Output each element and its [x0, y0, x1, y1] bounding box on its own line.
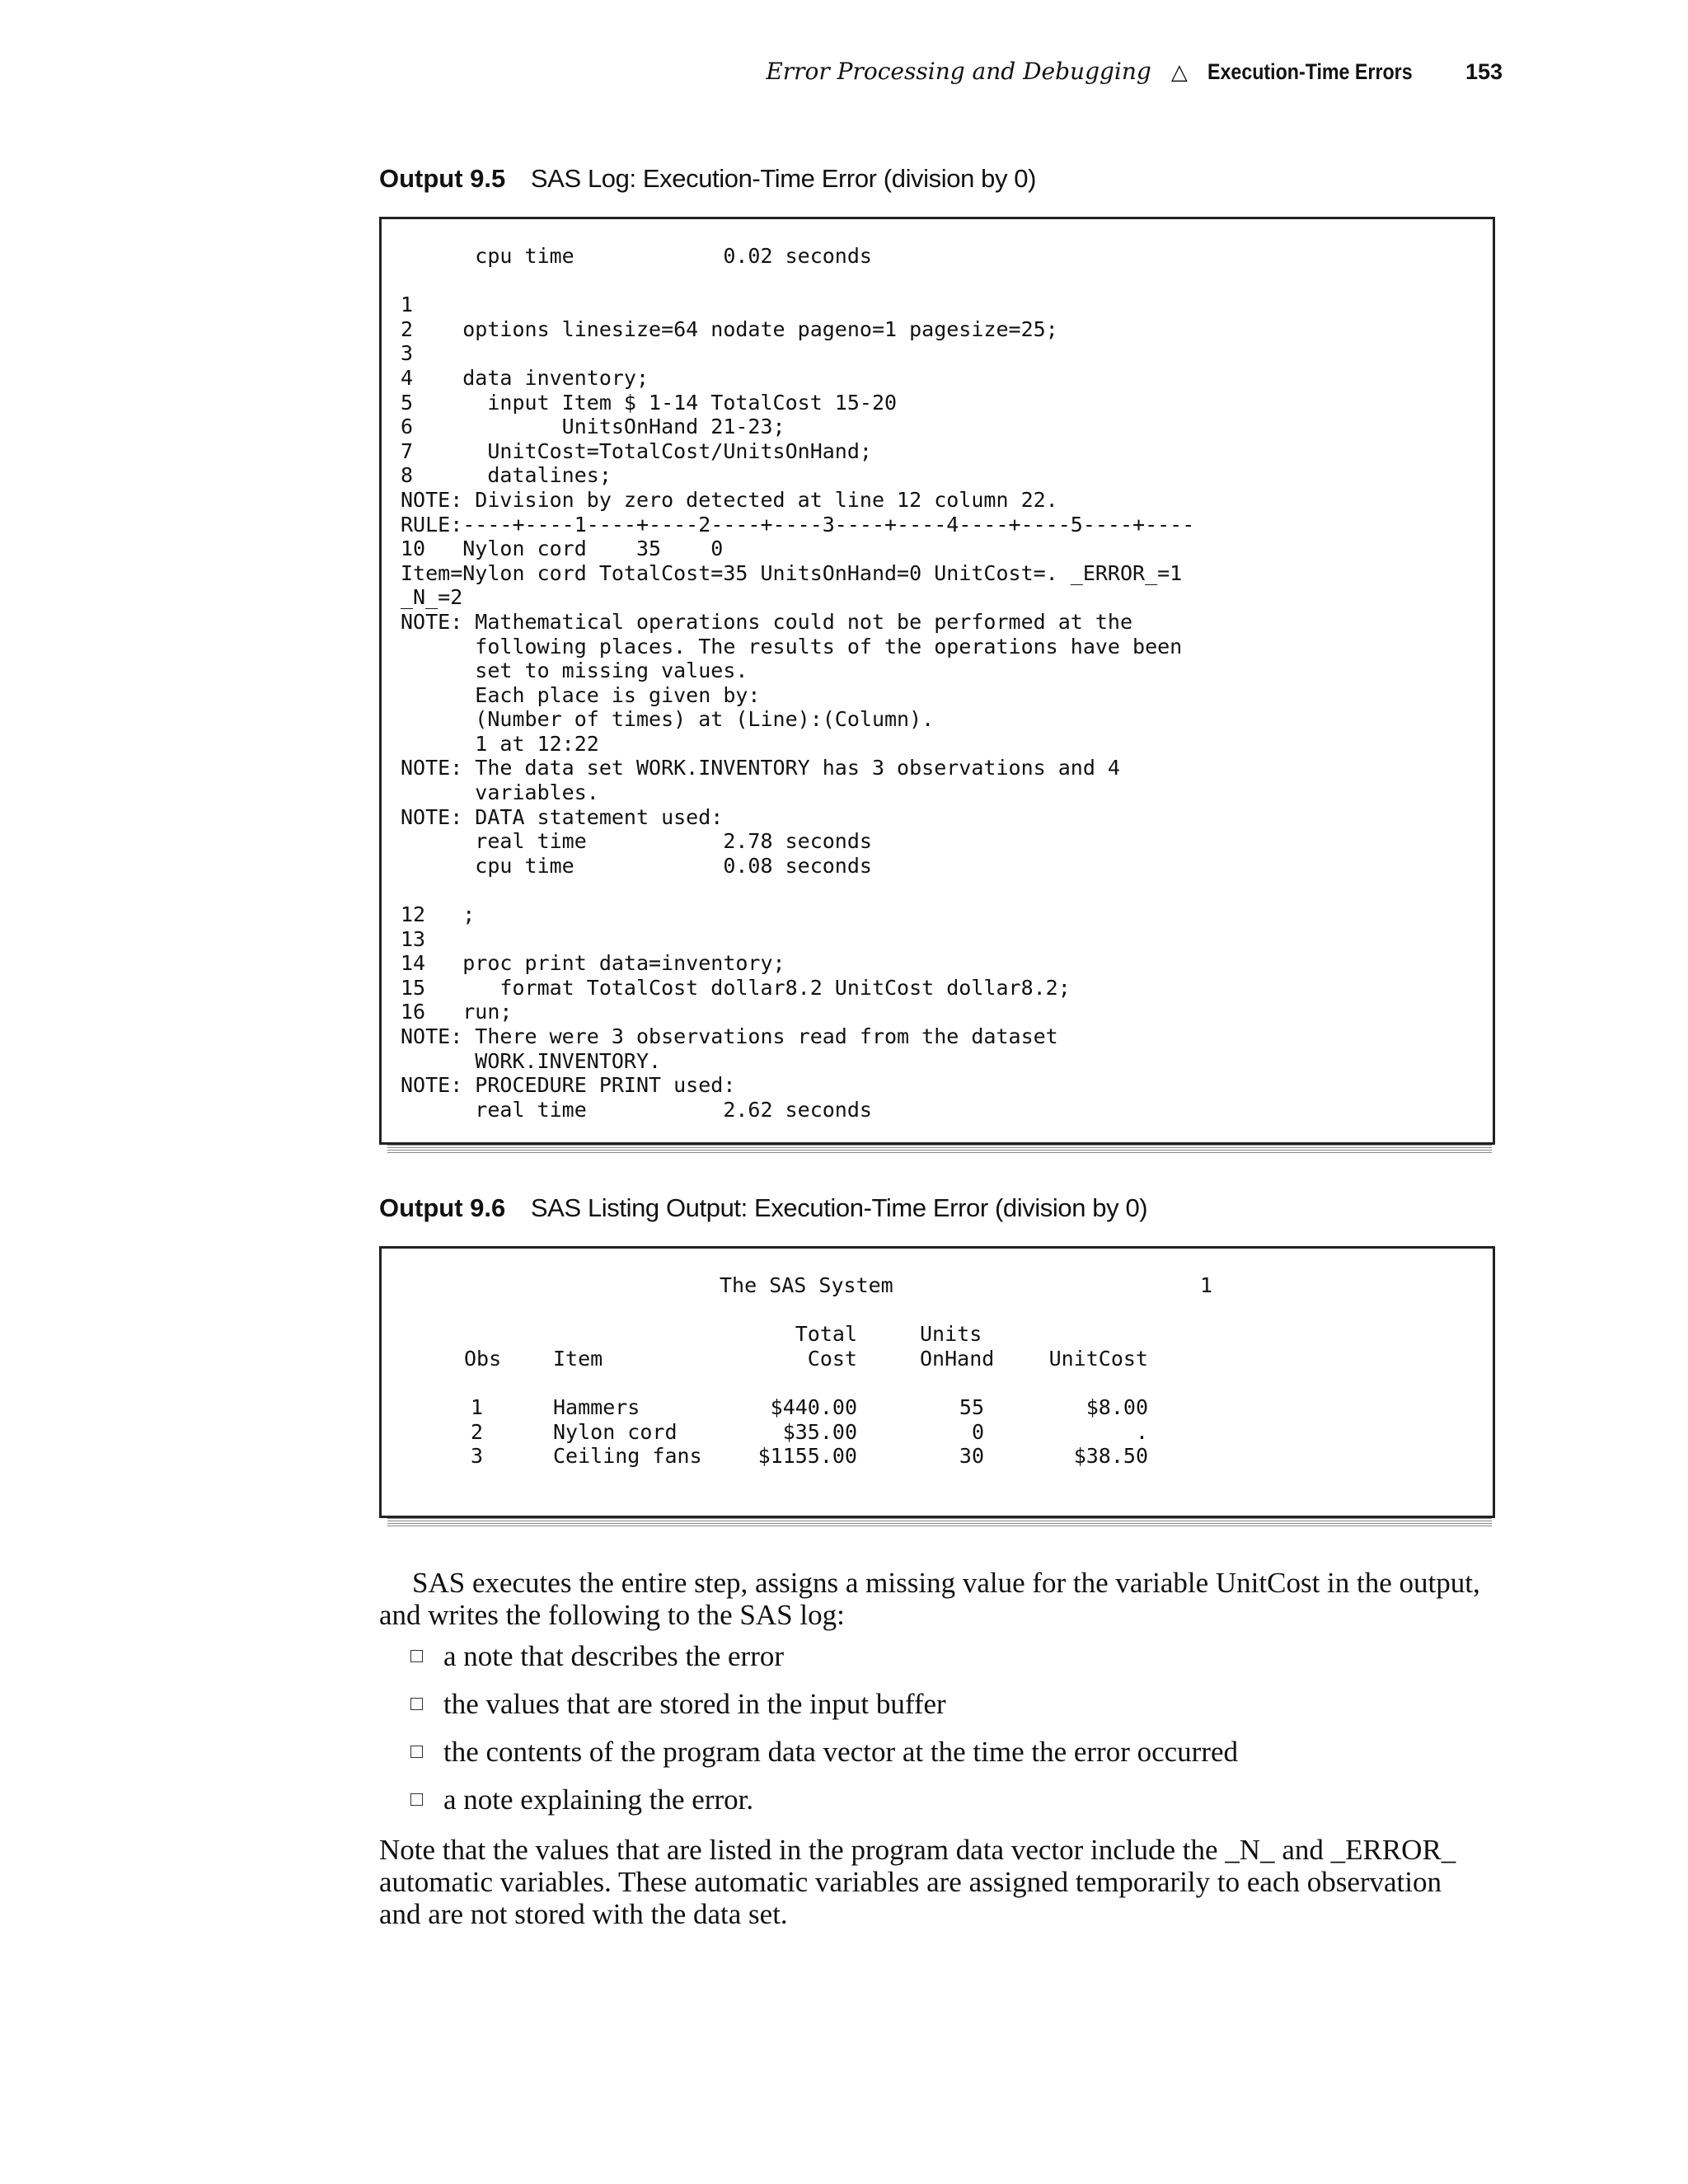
log-line	[401, 269, 1194, 293]
log-line: 1	[401, 293, 414, 317]
listing-header-row-bottom	[401, 1347, 1472, 1371]
sas-listing-box-shadow	[387, 1518, 1492, 1526]
log-line: cpu time 0.02 seconds	[401, 244, 872, 268]
log-line: cpu time 0.08 seconds	[401, 853, 872, 878]
log-line: real time 2.78 seconds	[401, 829, 872, 854]
list-item: a note that describes the error	[379, 1633, 1484, 1680]
checkbox-bullet-icon	[410, 1698, 423, 1710]
page-number: 153	[1465, 59, 1503, 84]
log-line: 2 options linesize=64 nodate pageno=1 pagesize=25;	[401, 316, 1058, 341]
header-unitcost: UnitCost	[1048, 1346, 1148, 1371]
output-9-5-caption	[379, 164, 1036, 194]
log-line: 16 run;	[401, 1000, 513, 1024]
cell-total-cost: $440.00	[770, 1394, 857, 1419]
log-line: 6 UnitsOnHand 21-23;	[401, 415, 785, 439]
checkbox-bullet-icon	[410, 1793, 423, 1806]
listing-title-row	[401, 1273, 1472, 1298]
sas-log-text	[401, 244, 1194, 1122]
output-9-6-title: SAS Listing Output: Execution-Time Error (division by 0)	[530, 1193, 1148, 1222]
list-item: the contents of the program data vector at the time the error occurred	[379, 1728, 1484, 1776]
header-cost: Cost	[807, 1346, 857, 1371]
log-line: NOTE: The data set WORK.INVENTORY has 3 observations and 4	[401, 756, 1120, 780]
log-line: NOTE: DATA statement used:	[401, 804, 724, 829]
intro-paragraph: SAS executes the entire step, assigns a missing value for the variable UnitCost in the output, and writes the following to the SAS log:	[379, 1567, 1480, 1631]
cell-item: Nylon cord	[553, 1419, 678, 1444]
log-line: Item=Nylon cord TotalCost=35 UnitsOnHand=0 UnitCost=. _ERROR_=1	[401, 560, 1183, 585]
body-text	[379, 1567, 1484, 1930]
header-onhand: OnHand	[920, 1346, 995, 1371]
sas-log-box-shadow	[387, 1145, 1492, 1153]
log-line: 13	[401, 926, 426, 951]
running-head-chapter: Error Processing and Debugging	[766, 58, 1151, 85]
log-line: 12 ;	[401, 902, 476, 927]
cell-obs: 3	[470, 1444, 483, 1469]
header-total: Total	[795, 1322, 857, 1347]
log-line: NOTE: There were 3 observations read from the dataset	[401, 1024, 1058, 1048]
running-head	[766, 58, 1503, 85]
cell-units-onhand: 0	[971, 1419, 984, 1444]
output-9-5-label: Output 9.5	[379, 164, 506, 193]
output-9-5-title: SAS Log: Execution-Time Error (division by 0)	[530, 164, 1037, 193]
header-units: Units	[920, 1322, 982, 1347]
log-line: NOTE: Division by zero detected at line 12 column 22.	[401, 487, 1058, 512]
log-line: WORK.INVENTORY.	[401, 1048, 662, 1073]
log-line: Each place is given by:	[401, 682, 761, 707]
log-line: real time 2.62 seconds	[401, 1097, 872, 1122]
cell-unitcost: $8.00	[1085, 1394, 1148, 1419]
running-head-section: Execution-Time Errors	[1207, 59, 1413, 84]
log-line: RULE:----+----1----+----2----+----3----+----4----+----5----+----	[401, 512, 1195, 537]
table-row	[401, 1420, 1472, 1445]
cell-total-cost: $35.00	[782, 1419, 857, 1444]
cell-unitcost: $38.50	[1073, 1444, 1148, 1469]
log-line: 7 UnitCost=TotalCost/UnitsOnHand;	[401, 438, 872, 463]
header-item: Item	[553, 1346, 603, 1371]
list-item: the values that are stored in the input buffer	[379, 1680, 1484, 1728]
cell-obs: 1	[470, 1394, 483, 1419]
log-line: 3	[401, 341, 414, 366]
log-line: 4 data inventory;	[401, 365, 649, 390]
log-line: following places. The results of the operations have been	[401, 634, 1183, 658]
listing-blank-row	[401, 1371, 1472, 1395]
checkbox-bullet-icon	[410, 1650, 423, 1662]
log-line: 1 at 12:22	[401, 731, 599, 756]
listing-blank-row	[401, 1298, 1472, 1323]
list-item: a note explaining the error.	[379, 1776, 1484, 1824]
log-line: 8 datalines;	[401, 463, 612, 488]
cell-units-onhand: 55	[959, 1394, 984, 1419]
cell-total-cost: $1155.00	[757, 1444, 857, 1469]
bullet-list	[379, 1633, 1484, 1824]
cell-unitcost: .	[1135, 1419, 1148, 1444]
cell-item: Ceiling fans	[553, 1444, 702, 1469]
sas-listing	[401, 1273, 1472, 1469]
checkbox-bullet-icon	[410, 1746, 423, 1758]
log-line: 15 format TotalCost dollar8.2 UnitCost dollar8.2;	[401, 975, 1071, 1000]
closing-paragraph: Note that the values that are listed in the program data vector include the _N_ and _ERROR_ automatic variables. These automatic variables are assigned temporarily to each observation and are not stored with the data set.	[379, 1834, 1456, 1930]
log-line: 5 input Item $ 1-14 TotalCost 15-20	[401, 390, 898, 415]
log-line: 14 proc print data=inventory;	[401, 951, 785, 976]
log-line: NOTE: PROCEDURE PRINT used:	[401, 1073, 736, 1098]
log-line: NOTE: Mathematical operations could not be performed at the	[401, 609, 1133, 634]
log-line: 10 Nylon cord 35 0	[401, 537, 724, 561]
log-line	[401, 878, 1194, 902]
listing-page-number: 1	[1200, 1273, 1213, 1297]
log-line: _N_=2	[401, 585, 463, 610]
output-9-6-label: Output 9.6	[379, 1193, 506, 1222]
output-9-6-caption	[379, 1193, 1147, 1223]
listing-system-title: The SAS System	[720, 1273, 893, 1297]
log-line: (Number of times) at (Line):(Column).	[401, 707, 935, 732]
table-row	[401, 1395, 1472, 1420]
log-line: set to missing values.	[401, 658, 748, 683]
header-obs: Obs	[464, 1346, 502, 1371]
cell-obs: 2	[470, 1419, 483, 1444]
log-line: variables.	[401, 780, 599, 805]
cell-item: Hammers	[553, 1394, 640, 1419]
listing-header-row-top	[401, 1322, 1472, 1347]
cell-units-onhand: 30	[959, 1444, 984, 1469]
table-row	[401, 1444, 1472, 1469]
triangle-icon: △	[1170, 60, 1188, 85]
